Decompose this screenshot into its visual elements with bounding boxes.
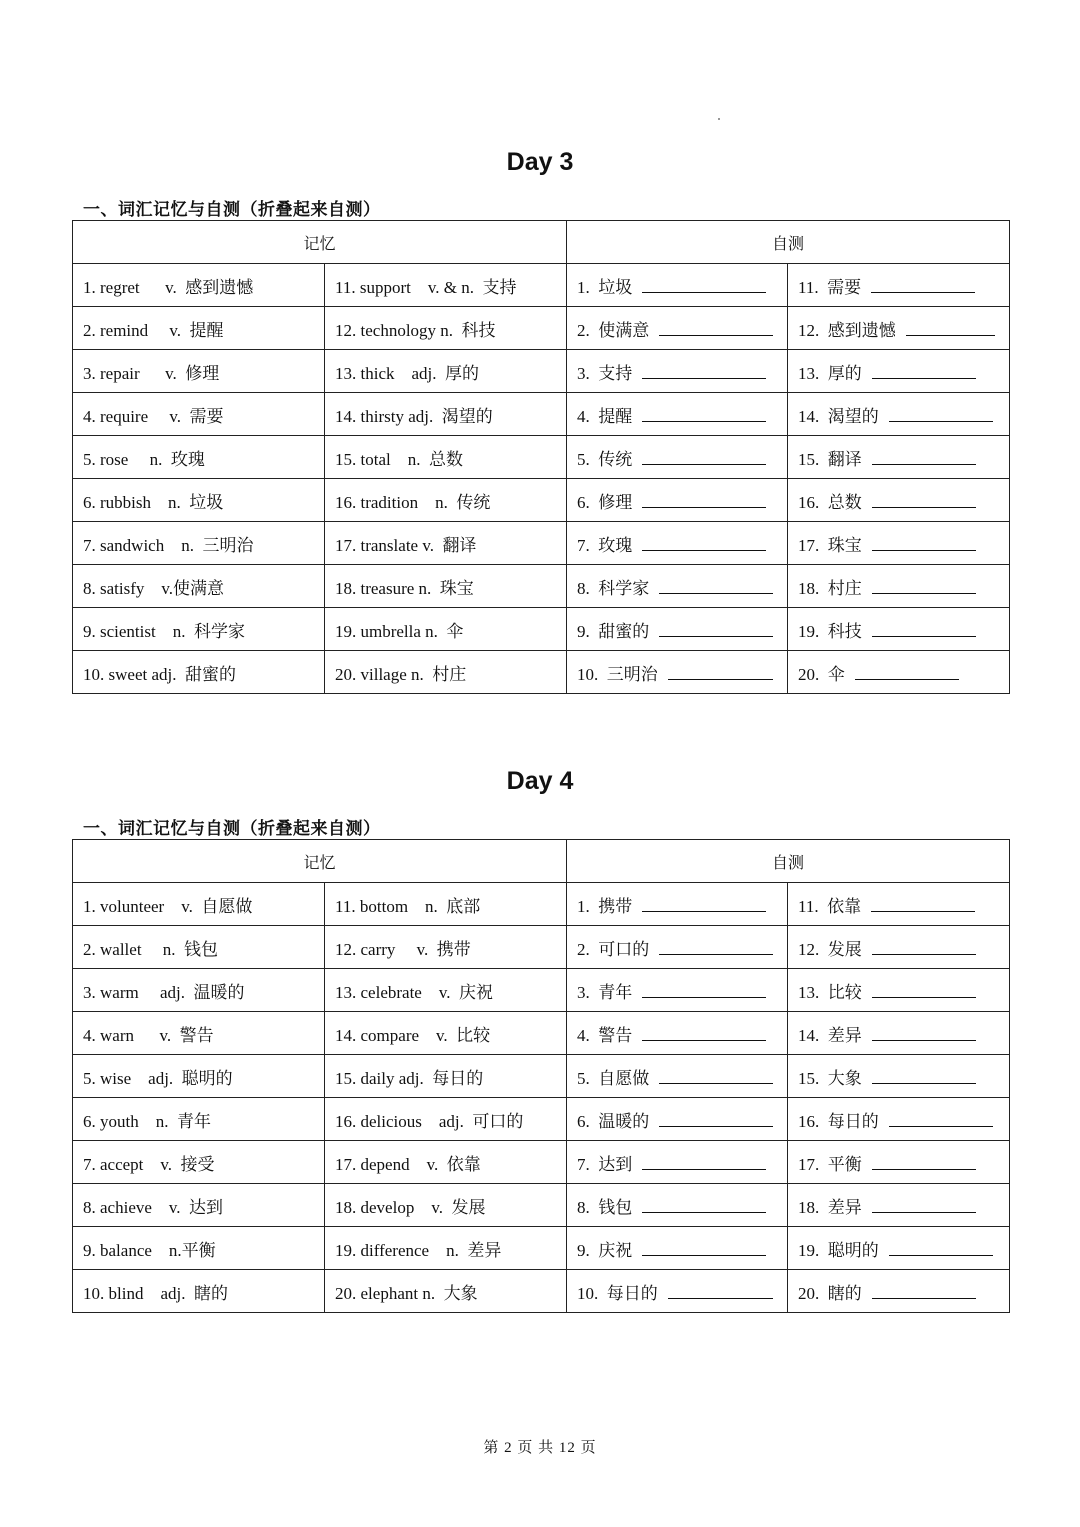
answer-blank[interactable]	[889, 1239, 993, 1256]
answer-blank[interactable]	[872, 1282, 976, 1299]
selftest-prompt: 4. 警告	[577, 1025, 633, 1045]
selftest-entry	[788, 1055, 1010, 1098]
day4-vocab-table	[72, 839, 1010, 1313]
answer-blank[interactable]	[872, 534, 976, 551]
table-row	[73, 883, 1010, 926]
memory-entry: 20. elephant n. 大象	[325, 1270, 567, 1313]
selftest-entry	[567, 350, 788, 393]
selftest-prompt: 17. 平衡	[798, 1154, 862, 1174]
memory-entry: 19. umbrella n. 伞	[325, 608, 567, 651]
selftest-entry	[788, 651, 1010, 694]
answer-blank[interactable]	[872, 448, 976, 465]
answer-blank[interactable]	[642, 405, 766, 422]
selftest-prompt: 13. 比较	[798, 982, 862, 1002]
table-header-row	[73, 221, 1010, 264]
answer-blank[interactable]	[872, 1196, 976, 1213]
selftest-entry	[567, 1141, 788, 1184]
selftest-entry	[567, 479, 788, 522]
selftest-prompt: 10. 三明治	[577, 664, 658, 684]
selftest-prompt: 7. 达到	[577, 1154, 633, 1174]
selftest-entry	[567, 1098, 788, 1141]
selftest-prompt: 6. 温暖的	[577, 1111, 650, 1131]
table-row	[73, 350, 1010, 393]
answer-blank[interactable]	[659, 1067, 773, 1084]
selftest-prompt: 16. 每日的	[798, 1111, 879, 1131]
memory-entry: 6. youth n. 青年	[73, 1098, 325, 1141]
selftest-prompt: 5. 自愿做	[577, 1068, 650, 1088]
selftest-prompt: 18. 村庄	[798, 578, 862, 598]
selftest-entry	[788, 565, 1010, 608]
memory-entry: 16. delicious adj. 可口的	[325, 1098, 567, 1141]
selftest-entry	[788, 926, 1010, 969]
selftest-prompt: 3. 支持	[577, 363, 633, 383]
selftest-prompt: 8. 科学家	[577, 578, 650, 598]
memory-entry: 15. daily adj. 每日的	[325, 1055, 567, 1098]
answer-blank[interactable]	[872, 491, 976, 508]
memory-entry: 11. support v. & n. 支持	[325, 264, 567, 307]
table-row	[73, 307, 1010, 350]
selftest-entry	[567, 522, 788, 565]
memory-entry: 1. volunteer v. 自愿做	[73, 883, 325, 926]
selftest-entry	[788, 393, 1010, 436]
day3-section-heading: 一、词汇记忆与自测（折叠起来自测）	[83, 200, 381, 220]
day4-section-heading: 一、词汇记忆与自测（折叠起来自测）	[83, 819, 381, 839]
day4-title: Day 4	[506, 767, 574, 795]
selftest-prompt: 14. 差异	[798, 1025, 862, 1045]
answer-blank[interactable]	[659, 938, 773, 955]
answer-blank[interactable]	[642, 276, 766, 293]
answer-blank[interactable]	[659, 319, 773, 336]
selftest-entry	[567, 1184, 788, 1227]
selftest-entry	[788, 969, 1010, 1012]
table-row	[73, 436, 1010, 479]
selftest-entry	[567, 264, 788, 307]
memory-entry: 18. develop v. 发展	[325, 1184, 567, 1227]
selftest-prompt: 16. 总数	[798, 492, 862, 512]
selftest-entry	[567, 393, 788, 436]
table-header-row	[73, 840, 1010, 883]
selftest-entry	[788, 1098, 1010, 1141]
table-row	[73, 1012, 1010, 1055]
memory-entry: 2. wallet n. 钱包	[73, 926, 325, 969]
table-row	[73, 651, 1010, 694]
memory-entry: 10. sweet adj. 甜蜜的	[73, 651, 325, 694]
selftest-entry	[788, 264, 1010, 307]
memory-entry: 14. compare v. 比较	[325, 1012, 567, 1055]
selftest-entry	[788, 883, 1010, 926]
selftest-entry	[788, 479, 1010, 522]
memory-entry: 16. tradition n. 传统	[325, 479, 567, 522]
selftest-prompt: 11. 依靠	[798, 896, 862, 916]
selftest-prompt: 6. 修理	[577, 492, 633, 512]
selftest-entry	[567, 651, 788, 694]
memory-entry: 9. scientist n. 科学家	[73, 608, 325, 651]
selftest-prompt: 9. 庆祝	[577, 1240, 633, 1260]
selftest-prompt: 17. 珠宝	[798, 535, 862, 555]
memory-entry: 12. carry v. 携带	[325, 926, 567, 969]
selftest-prompt: 1. 垃圾	[577, 277, 633, 297]
table-row	[73, 264, 1010, 307]
answer-blank[interactable]	[668, 1282, 773, 1299]
day3-vocab-table	[72, 220, 1010, 694]
memory-entry: 8. satisfy v.使满意	[73, 565, 325, 608]
answer-blank[interactable]	[855, 663, 959, 680]
selftest-entry	[567, 1055, 788, 1098]
selftest-prompt: 1. 携带	[577, 896, 633, 916]
selftest-prompt: 10. 每日的	[577, 1283, 658, 1303]
table-row	[73, 1098, 1010, 1141]
selftest-prompt: 2. 使满意	[577, 320, 650, 340]
table-row	[73, 1184, 1010, 1227]
answer-blank[interactable]	[642, 448, 766, 465]
selftest-entry	[567, 1270, 788, 1313]
memory-entry: 7. sandwich n. 三明治	[73, 522, 325, 565]
selftest-prompt: 8. 钱包	[577, 1197, 633, 1217]
selftest-prompt: 14. 渴望的	[798, 406, 879, 426]
answer-blank[interactable]	[906, 319, 995, 336]
memory-entry: 5. rose n. 玫瑰	[73, 436, 325, 479]
stray-dot	[718, 118, 720, 120]
selftest-entry	[567, 608, 788, 651]
selftest-prompt: 12. 感到遗憾	[798, 320, 896, 340]
memory-entry: 9. balance n.平衡	[73, 1227, 325, 1270]
selftest-entry	[567, 1012, 788, 1055]
answer-blank[interactable]	[642, 1153, 766, 1170]
selftest-entry	[567, 883, 788, 926]
selftest-entry	[567, 307, 788, 350]
day3-title: Day 3	[506, 148, 574, 176]
selftest-entry	[788, 608, 1010, 651]
memory-entry: 6. rubbish n. 垃圾	[73, 479, 325, 522]
answer-blank[interactable]	[871, 276, 975, 293]
memory-entry: 13. celebrate v. 庆祝	[325, 969, 567, 1012]
table-row	[73, 969, 1010, 1012]
answer-blank[interactable]	[642, 1239, 766, 1256]
selftest-prompt: 3. 青年	[577, 982, 633, 1002]
answer-blank[interactable]	[872, 362, 976, 379]
selftest-entry	[788, 1141, 1010, 1184]
memory-entry: 17. depend v. 依靠	[325, 1141, 567, 1184]
answer-blank[interactable]	[872, 1067, 976, 1084]
memory-entry: 19. difference n. 差异	[325, 1227, 567, 1270]
answer-blank[interactable]	[872, 1153, 976, 1170]
selftest-prompt: 15. 大象	[798, 1068, 862, 1088]
selftest-prompt: 19. 科技	[798, 621, 862, 641]
selftest-entry	[788, 1184, 1010, 1227]
selftest-entry	[788, 1227, 1010, 1270]
selftest-entry	[567, 565, 788, 608]
answer-blank[interactable]	[659, 577, 773, 594]
memory-entry: 18. treasure n. 珠宝	[325, 565, 567, 608]
selftest-prompt: 20. 瞎的	[798, 1283, 862, 1303]
selftest-entry	[788, 307, 1010, 350]
memory-entry: 10. blind adj. 瞎的	[73, 1270, 325, 1313]
answer-blank[interactable]	[668, 663, 773, 680]
selftest-header: 自测	[567, 221, 1010, 264]
selftest-prompt: 18. 差异	[798, 1197, 862, 1217]
memory-entry: 3. repair v. 修理	[73, 350, 325, 393]
selftest-entry	[567, 926, 788, 969]
selftest-entry	[788, 1270, 1010, 1313]
memory-entry: 3. warm adj. 温暖的	[73, 969, 325, 1012]
table-row	[73, 393, 1010, 436]
table-row	[73, 1055, 1010, 1098]
selftest-entry	[788, 1012, 1010, 1055]
selftest-prompt: 4. 提醒	[577, 406, 633, 426]
page-footer: 第 2 页 共 12 页	[483, 1440, 597, 1456]
answer-blank[interactable]	[889, 1110, 993, 1127]
answer-blank[interactable]	[872, 981, 976, 998]
answer-blank[interactable]	[872, 938, 976, 955]
table-row	[73, 1141, 1010, 1184]
memory-entry: 15. total n. 总数	[325, 436, 567, 479]
table-row	[73, 522, 1010, 565]
selftest-prompt: 15. 翻译	[798, 449, 862, 469]
answer-blank[interactable]	[642, 981, 766, 998]
memory-entry: 1. regret v. 感到遗憾	[73, 264, 325, 307]
answer-blank[interactable]	[889, 405, 993, 422]
day3-table-body	[73, 264, 1010, 694]
selftest-prompt: 2. 可口的	[577, 939, 650, 959]
answer-blank[interactable]	[871, 895, 975, 912]
answer-blank[interactable]	[659, 1110, 773, 1127]
answer-blank[interactable]	[642, 895, 766, 912]
answer-blank[interactable]	[642, 362, 766, 379]
memory-entry: 12. technology n. 科技	[325, 307, 567, 350]
answer-blank[interactable]	[642, 1196, 766, 1213]
selftest-entry	[788, 522, 1010, 565]
answer-blank[interactable]	[642, 1024, 766, 1041]
selftest-prompt: 19. 聪明的	[798, 1240, 879, 1260]
selftest-prompt: 20. 伞	[798, 664, 845, 684]
memory-entry: 2. remind v. 提醒	[73, 307, 325, 350]
memory-entry: 7. accept v. 接受	[73, 1141, 325, 1184]
day4-table-body	[73, 883, 1010, 1313]
memory-entry: 13. thick adj. 厚的	[325, 350, 567, 393]
table-row	[73, 926, 1010, 969]
memory-entry: 17. translate v. 翻译	[325, 522, 567, 565]
table-row	[73, 1270, 1010, 1313]
answer-blank[interactable]	[642, 491, 766, 508]
answer-blank[interactable]	[872, 620, 976, 637]
selftest-entry	[567, 969, 788, 1012]
selftest-header: 自测	[567, 840, 1010, 883]
selftest-prompt: 5. 传统	[577, 449, 633, 469]
table-row	[73, 565, 1010, 608]
memory-header: 记忆	[73, 221, 567, 264]
selftest-entry	[788, 436, 1010, 479]
memory-entry: 4. require v. 需要	[73, 393, 325, 436]
table-row	[73, 1227, 1010, 1270]
selftest-prompt: 9. 甜蜜的	[577, 621, 650, 641]
memory-entry: 8. achieve v. 达到	[73, 1184, 325, 1227]
selftest-prompt: 7. 玫瑰	[577, 535, 633, 555]
memory-entry: 11. bottom n. 底部	[325, 883, 567, 926]
table-row	[73, 479, 1010, 522]
answer-blank[interactable]	[659, 620, 773, 637]
memory-entry: 4. warn v. 警告	[73, 1012, 325, 1055]
selftest-prompt: 11. 需要	[798, 277, 862, 297]
table-row	[73, 608, 1010, 651]
answer-blank[interactable]	[872, 577, 976, 594]
answer-blank[interactable]	[872, 1024, 976, 1041]
selftest-prompt: 12. 发展	[798, 939, 862, 959]
selftest-entry	[567, 1227, 788, 1270]
memory-entry: 5. wise adj. 聪明的	[73, 1055, 325, 1098]
selftest-entry	[788, 350, 1010, 393]
memory-entry: 20. village n. 村庄	[325, 651, 567, 694]
selftest-prompt: 13. 厚的	[798, 363, 862, 383]
memory-header: 记忆	[73, 840, 567, 883]
memory-entry: 14. thirsty adj. 渴望的	[325, 393, 567, 436]
selftest-entry	[567, 436, 788, 479]
answer-blank[interactable]	[642, 534, 766, 551]
